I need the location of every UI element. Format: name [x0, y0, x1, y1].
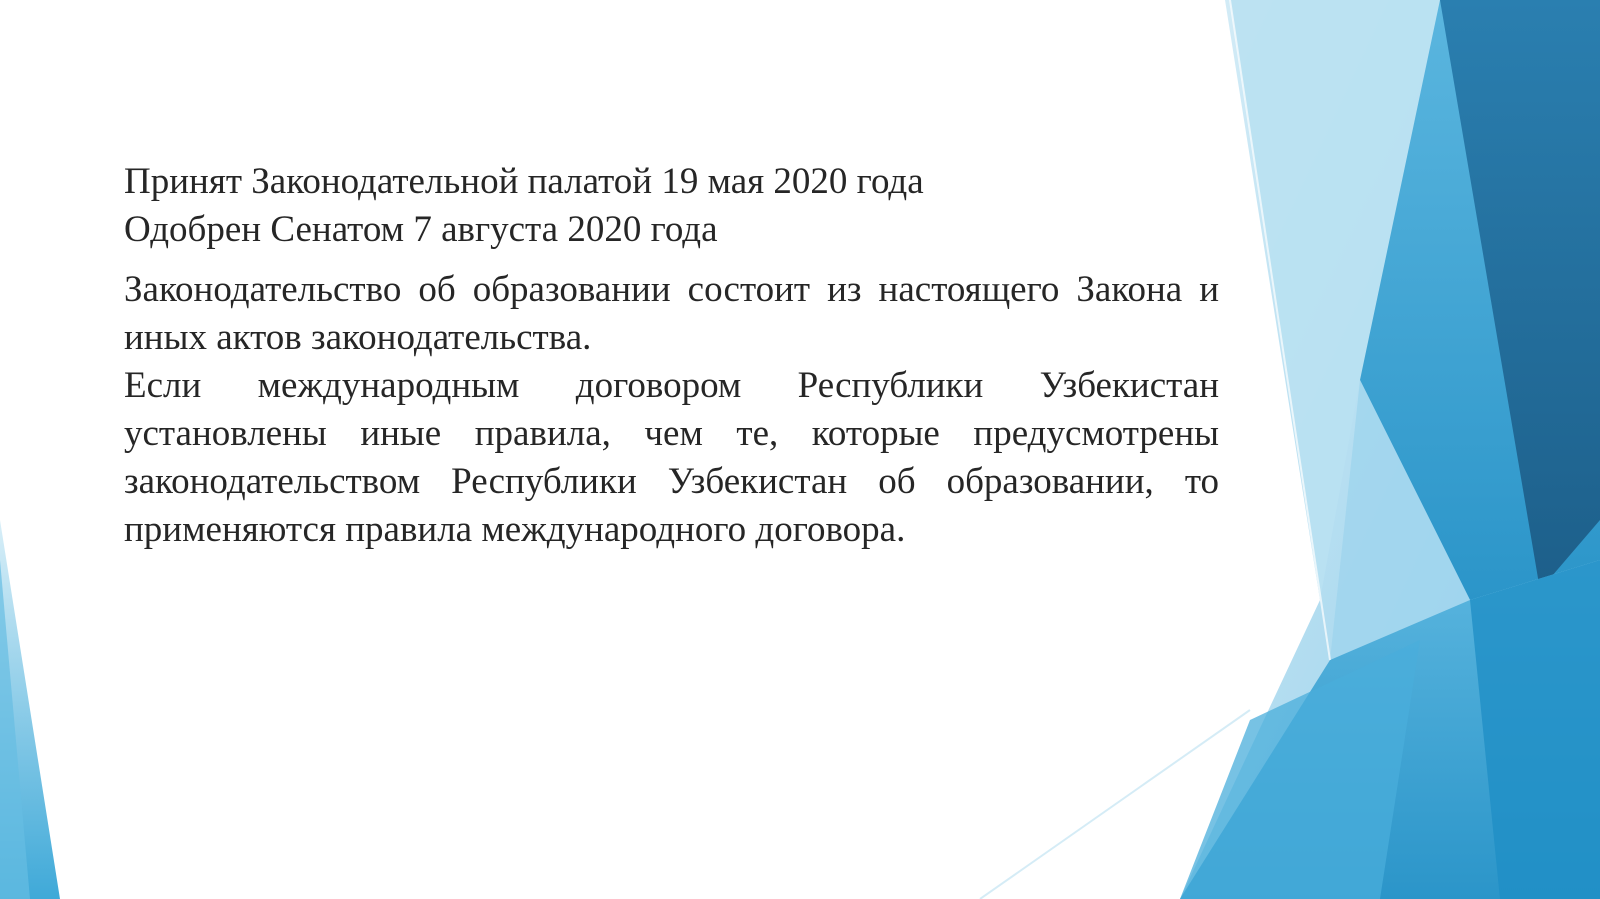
- law-dates-block: [124, 158, 1219, 254]
- international-treaty-paragraph: Если международным договором Республики Узбекистан установлены иные правила, чем те, которые предусмотрены законодательством Республики Узбекистан об образовании, то применяются правила международного договора.: [124, 365, 1219, 550]
- legislation-paragraph: Законодательство об образовании состоит из настоящего Закона и иных актов законодательства.: [124, 269, 1219, 358]
- approved-date-line: Одобрен Сенатом 7 августа 2020 года: [124, 209, 718, 250]
- adopted-date-line: Принят Законодательной палатой 19 мая 2020 года: [124, 161, 924, 202]
- slide-content: [124, 158, 1219, 554]
